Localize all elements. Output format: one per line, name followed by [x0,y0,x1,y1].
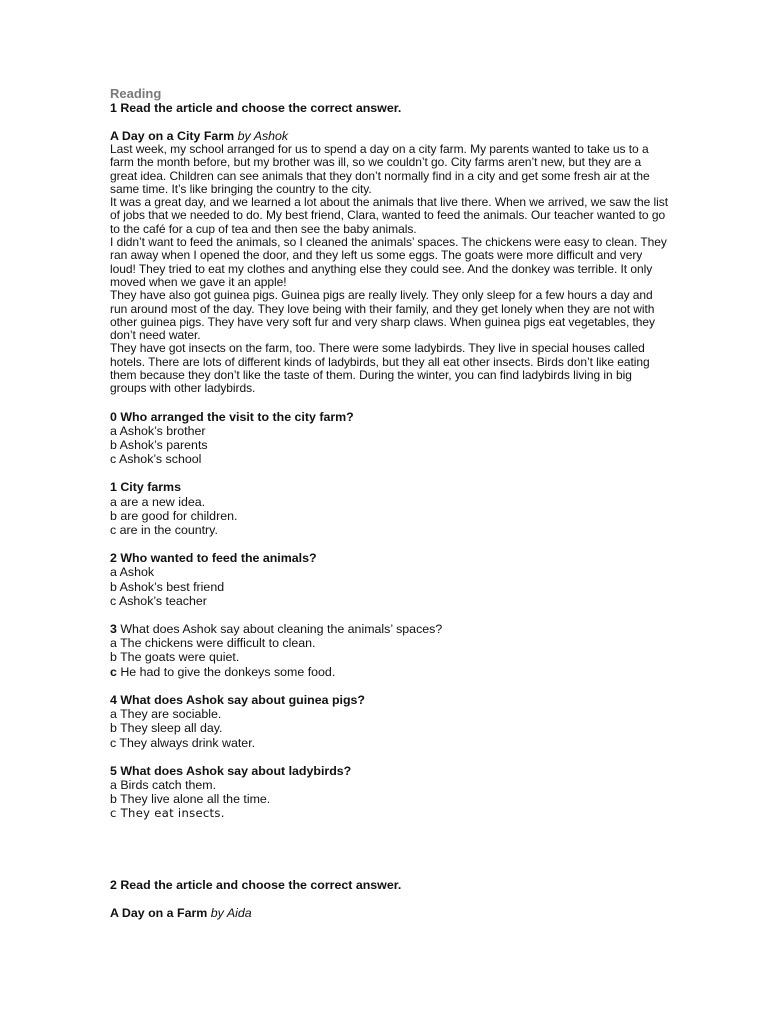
article-paragraph: They have got insects on the farm, too. There were some ladybirds. They live in special houses called hotels. There are lots of different kinds of ladybirds, but they all eat other insects. Birds don’t like eating them because they don’t like the taste of them. During the winter, you can find ladybirds living in big groups with other ladybirds. [110,341,650,396]
option-a[interactable]: a They are sociable. [110,707,222,722]
option-letter: c [110,664,117,679]
question-2 [110,551,670,608]
question-list [110,410,670,821]
article-title-text: A Day on a City Farm [110,129,235,143]
option-b[interactable]: b Ashok’s parents [110,438,208,453]
option-b[interactable]: b are good for children. [110,508,238,523]
part2-instruction: 2 Read the article and choose the correct answer. [110,878,402,892]
part2-section [110,878,670,920]
option-b[interactable]: b Ashok’s best friend [110,579,225,594]
option-a[interactable]: a The chickens were difficult to clean. [110,636,316,651]
option-a[interactable]: a Birds catch them. [110,777,217,792]
option-c[interactable]: c They eat insects. [110,806,225,821]
question-3 [110,622,670,679]
article-title [110,129,670,143]
option-c[interactable]: c Ashok’s teacher [110,593,207,608]
option-c[interactable]: c He had to give the donkeys some food. [110,664,336,679]
article-title-text: A Day on a Farm [110,906,208,920]
article-paragraph: Last week, my school arranged for us to spend a day on a city farm. My parents wanted to take us to a farm the month before, but my brother was ill, so we couldn’t go. City farms aren’t new, but they are a great idea. Children can see animals that they don’t normally find in a city and get some fresh air at the same time. It’s like bringing the country to the city. [110,142,650,196]
option-a[interactable]: a Ashok [110,565,155,580]
question-5 [110,764,670,821]
part1-instruction: 1 Read the article and choose the correct answer. [110,101,402,115]
section-heading: Reading [110,86,162,101]
option-c[interactable]: c They always drink water. [110,735,256,750]
article-byline: by Aida [210,906,252,920]
question-stem: 0 Who arranged the visit to the city farm? [110,409,354,424]
option-b[interactable]: b The goats were quiet. [110,650,240,665]
question-1 [110,480,670,537]
article-paragraph: I didn’t want to feed the animals, so I cleaned the animals’ spaces. The chickens were easy to clean. They ran away when I opened the door, and they left us some eggs. The goats were more difficult and very loud! They tried to eat my clothes and anything else they could see. And the donkey was terrible. It only moved when we gave it an apple! [110,235,667,289]
worksheet-page [110,86,670,835]
question-0 [110,410,670,467]
question-stem: 5 What does Ashok say about ladybirds? [110,763,352,778]
article-byline: by Ashok [237,129,289,143]
article-paragraph: It was a great day, and we learned a lot about the animals that live there. When we arrived, we saw the list of jobs that we needed to do. My best friend, Clara, wanted to feed the animals. Our teacher wanted to go to the café for a cup of tea and then see the baby animals. [110,195,669,236]
question-stem: 3 What does Ashok say about cleaning the animals’ spaces? [110,622,443,637]
option-b[interactable]: b They live alone all the time. [110,792,271,807]
question-stem: 2 Who wanted to feed the animals? [110,551,317,566]
option-c[interactable]: c are in the country. [110,523,218,538]
option-b[interactable]: b They sleep all day. [110,721,223,736]
question-stem: 1 City farms [110,480,181,495]
option-a[interactable]: a are a new idea. [110,494,206,509]
article-paragraph: They have also got guinea pigs. Guinea pigs are really lively. They only sleep for a few hours a day and run around most of the day. They love being with their family, and they get lonely when they are not with other guinea pigs. They have very soft fur and very sharp claws. When guinea pigs eat vegetables, they don’t need water. [110,288,655,343]
option-c[interactable]: c Ashok’s school [110,452,202,467]
article-body [110,143,670,396]
option-a[interactable]: a Ashok’s brother [110,423,206,438]
question-4 [110,693,670,750]
question-stem: 4 What does Ashok say about guinea pigs? [110,692,365,707]
article-title [110,906,670,920]
